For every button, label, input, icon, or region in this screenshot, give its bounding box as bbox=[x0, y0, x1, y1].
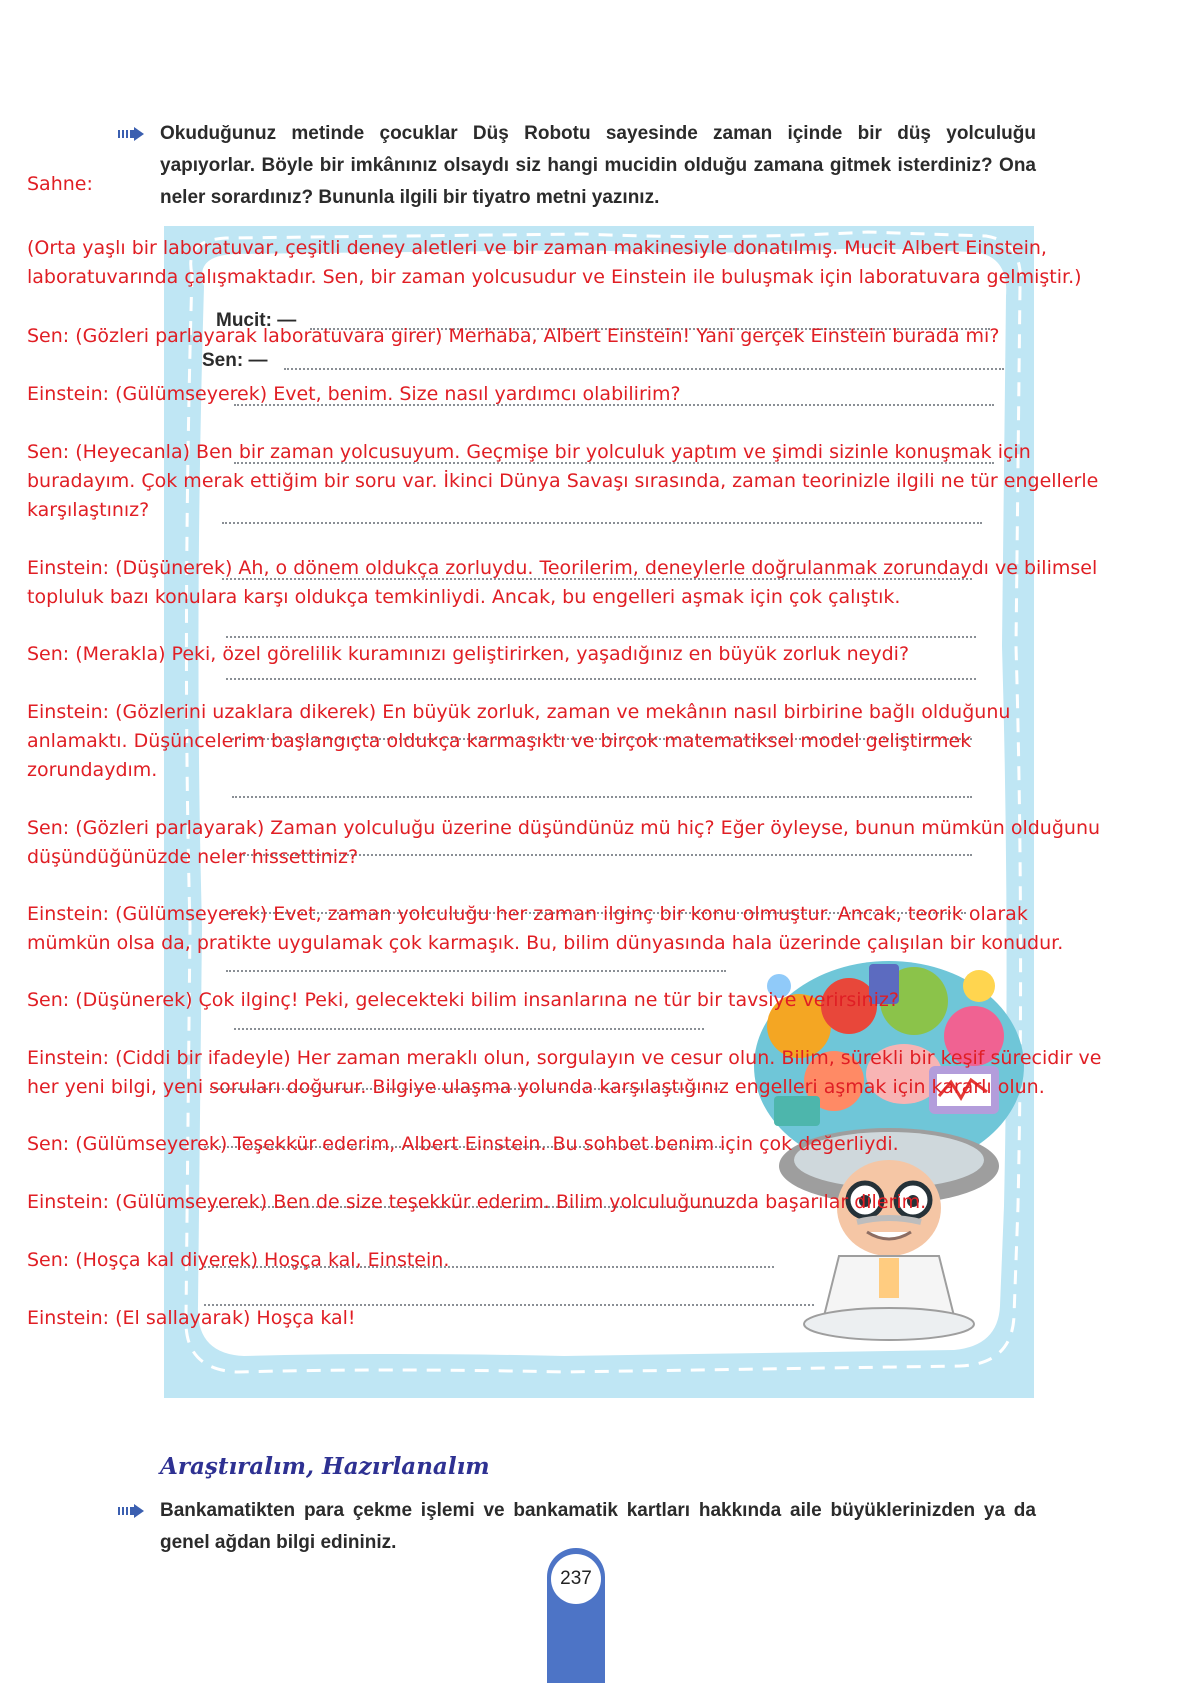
section-heading: Araştıralım, Hazırlanalım bbox=[160, 1453, 490, 1480]
dialogue-line: Einstein: (El sallayarak) Hoşça kal! bbox=[27, 1307, 356, 1329]
writing-line[interactable] bbox=[226, 636, 976, 638]
scene-label: Sahne: bbox=[27, 173, 93, 195]
arrow-right-icon bbox=[118, 127, 144, 141]
dialogue-line: Sen: (Düşünerek) Çok ilginç! Peki, gelecekteki bilim insanlarına ne tür bir tavsiye verirsiniz? bbox=[27, 989, 899, 1011]
research-text: Bankamatikten para çekme işlemi ve bankamatik kartları hakkında aile büyüklerinizden ya da genel ağdan bilgi edininiz. bbox=[160, 1500, 1036, 1553]
dialogue-line: Sen: (Merakla) Peki, özel görelilik kuramınızı geliştirirken, yaşadığınız en büyük zorluk neydi? bbox=[27, 643, 910, 665]
scene-description: (Orta yaşlı bir laboratuvar, çeşitli deney aletleri ve bir zaman makinesiyle donatılmış. Mucit Albert Einstein, laboratuvarında çalışmaktadır. Sen, bir zaman yolcusudur ve Einstein ile buluşmak için laboratuvara gelmiştir.) bbox=[27, 237, 1082, 288]
page-number: 237 bbox=[551, 1554, 601, 1604]
writing-line[interactable] bbox=[232, 796, 972, 798]
dialogue-line: Einstein: (Gülümseyerek) Evet, zaman yolculuğu her zaman ilginç bir konu olmuştur. Ancak, teorik olarak mümkün olsa da, pratikte uygulamak çok karmaşık. Bu, bilim dünyasında hala üzerinde çalışılan bir konudur. bbox=[27, 903, 1064, 954]
you-label: Sen: — bbox=[202, 350, 268, 371]
dialogue-line: Sen: (Gülümseyerek) Teşekkür ederim, Albert Einstein. Bu sohbet benim için çok değerliydi. bbox=[27, 1133, 899, 1155]
dialogue-line: Einstein: (Düşünerek) Ah, o dönem oldukça zorluydu. Teorilerim, deneylerle doğrulanmak zorundaydı ve bilimsel topluluk bazı konulara karşı oldukça temkinliydi. Ancak, bu engelleri aşmak için çok çalıştık. bbox=[27, 557, 1098, 608]
dialogue-line: Sen: (Gözleri parlayarak laboratuvara girer) Merhaba, Albert Einstein! Yani gerçek Einstein burada mı? bbox=[27, 325, 1000, 347]
dialogue-line: Einstein: (Ciddi bir ifadeyle) Her zaman meraklı olun, sorgulayın ve cesur olun. Bilim, sürekli bir keşif sürecidir ve her yeni bilgi, yeni soruları doğurur. Bilgiye ulaşma yolunda karşılaştığınız engelleri aşmak için kararlı olun. bbox=[27, 1047, 1102, 1098]
writing-line[interactable] bbox=[284, 368, 1004, 370]
dialogue-line: Sen: (Heyecanla) Ben bir zaman yolcusuyum. Geçmişe bir yolculuk yaptım ve şimdi sizinle konuşmak için buradayım. Çok merak ettiğim bir soru var. İkinci Dünya Savaşı sırasında, zaman teorinizle ilgili ne tür engellerle karşılaştınız? bbox=[27, 441, 1099, 521]
arrow-right-icon bbox=[118, 1504, 144, 1518]
dialogue-line: Einstein: (Gülümseyerek) Evet, benim. Size nasıl yardımcı olabilirim? bbox=[27, 383, 681, 405]
dialogue-line: Einstein: (Gülümseyerek) Ben de size teşekkür ederim. Bilim yolculuğunuzda başarılar dilerim. bbox=[27, 1191, 927, 1213]
writing-line[interactable] bbox=[226, 678, 976, 680]
writing-line[interactable] bbox=[226, 970, 726, 972]
dialogue-line: Sen: (Hoşça kal diyerek) Hoşça kal, Einstein. bbox=[27, 1249, 450, 1271]
dialogue-line: Sen: (Gözleri parlayarak) Zaman yolculuğu üzerine düşündünüz mü hiç? Eğer öyleyse, bunun mümkün olduğunu düşündüğünüzde neler hissettiniz? bbox=[27, 817, 1101, 868]
instruction-text: Okuduğunuz metinde çocuklar Düş Robotu sayesinde zaman içinde bir düş yolculuğu yapıyorlar. Böyle bir imkânınız olsaydı siz hangi mucidin olduğu zamana gitmek isterdiniz? Ona neler sorardınız? Bununla ilgili bir tiyatro metni yazınız. bbox=[160, 123, 1036, 208]
inventor-label: Mucit: — bbox=[216, 310, 297, 331]
writing-line[interactable] bbox=[234, 1028, 704, 1030]
dialogue-line: Einstein: (Gözlerini uzaklara dikerek) En büyük zorluk, zaman ve mekânın nasıl birbirine bağlı olduğunu anlamaktı. Düşüncelerim başlangıçta oldukça karmaşıktı ve birçok matematiksel model geliştirmek zorundaydım. bbox=[27, 701, 1011, 781]
